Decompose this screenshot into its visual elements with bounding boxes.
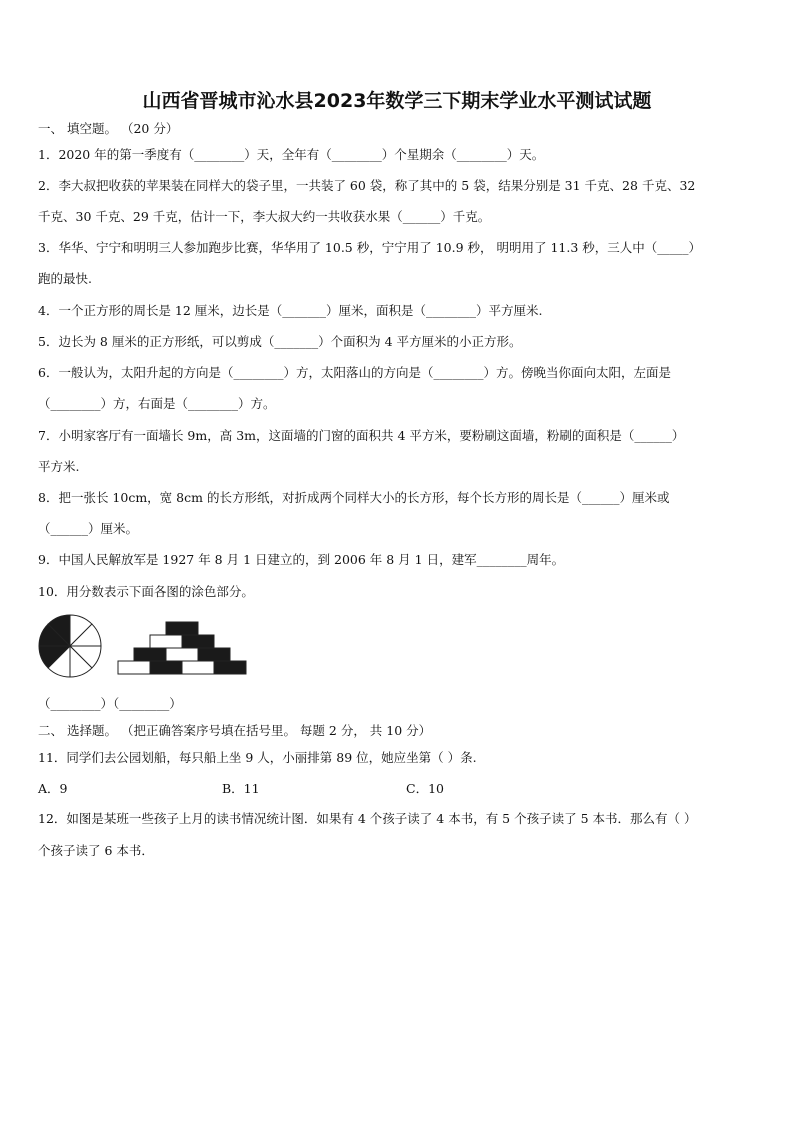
brick <box>182 635 214 648</box>
circle-fraction-figure <box>39 615 101 677</box>
question-1: 1．2020 年的第一季度有（________）天，全年有（________）个星期余（________）天。 <box>38 147 545 162</box>
question-2-line-2: 千克、30 千克、29 千克，估计一下，李大叔大约一共收获水果（______）千克。 <box>38 209 491 224</box>
question-11: 11．同学们去公园划船，每只船上坐 9 人，小丽排第 89 位，她应坐第（ ）条. <box>38 750 477 765</box>
fraction-figures <box>38 614 278 678</box>
brick <box>150 661 182 674</box>
question-2-line-1: 2．李大叔把收获的苹果装在同样大的袋子里，一共装了 60 袋，称了其中的 5 袋，结果分别是 31 千克、28 千克、32 <box>38 178 696 193</box>
brick <box>214 661 246 674</box>
question-12-line-2: 个孩子读了 6 本书． <box>38 843 154 858</box>
question-12-line-1: 12．如图是某班一些孩子上月的读书情况统计图．如果有 4 个孩子读了 4 本书，有 5 个孩子读了 5 本书．那么有（ ） <box>38 811 697 826</box>
question-6-line-1: 6．一般认为，太阳升起的方向是（________）方，太阳落山的方向是（________）方。傍晚当你面向太阳，左面是 <box>38 365 671 380</box>
brick <box>150 635 182 648</box>
question-4: 4．一个正方形的周长是 12 厘米，边长是（_______）厘米，面积是（________）平方厘米. <box>38 303 543 318</box>
brick <box>182 661 214 674</box>
brick <box>198 648 230 661</box>
question-3-line-1: 3．华华、宁宁和明明三人参加跑步比赛，华华用了 10.5 秒，宁宁用了 10.9 秒， 明明用了 11.3 秒，三人中（_____） <box>38 240 702 255</box>
question-3-line-2: 跑的最快. <box>38 271 92 286</box>
question-10: 10．用分数表示下面各图的涂色部分。 <box>38 584 254 599</box>
question-5: 5．边长为 8 厘米的正方形纸，可以剪成（_______）个面积为 4 平方厘米的小正方形。 <box>38 334 522 349</box>
section-heading-multiple-choice: 二、 选择题。 （把正确答案序号填在括号里。 每题 2 分， 共 10 分） <box>38 723 432 738</box>
page-title: 山西省晋城市沁水县2023年数学三下期末学业水平测试试题 <box>142 90 652 112</box>
question-6-line-2: （________）方，右面是（________）方。 <box>38 396 276 411</box>
question-9: 9．中国人民解放军是 1927 年 8 月 1 日建立的，到 2006 年 8 月 1 日，建军________周年。 <box>38 552 565 567</box>
brick <box>118 661 150 674</box>
option-c: C．10 <box>406 781 444 796</box>
question-8-line-1: 8．把一张长 10cm，宽 8cm 的长方形纸，对折成两个同样大小的长方形，每个长方形的周长是（______）厘米或 <box>38 490 670 505</box>
option-b: B．11 <box>222 781 260 796</box>
section-heading-fill-in: 一、 填空题。 （20 分） <box>38 121 179 136</box>
brick <box>134 648 166 661</box>
brick-fraction-figure <box>118 622 246 674</box>
question-8-line-2: （______）厘米。 <box>38 521 139 536</box>
question-10-answer-blanks: （________）（________） <box>38 696 182 711</box>
question-7-line-1: 7．小明家客厅有一面墙长 9m，高 3m，这面墙的门窗的面积共 4 平方米，要粉刷这面墙，粉刷的面积是（______） <box>38 428 685 443</box>
brick <box>166 648 198 661</box>
question-7-line-2: 平方米. <box>38 459 80 474</box>
option-a: A．9 <box>38 781 68 796</box>
brick <box>166 622 198 635</box>
question-10-figures <box>38 614 278 678</box>
